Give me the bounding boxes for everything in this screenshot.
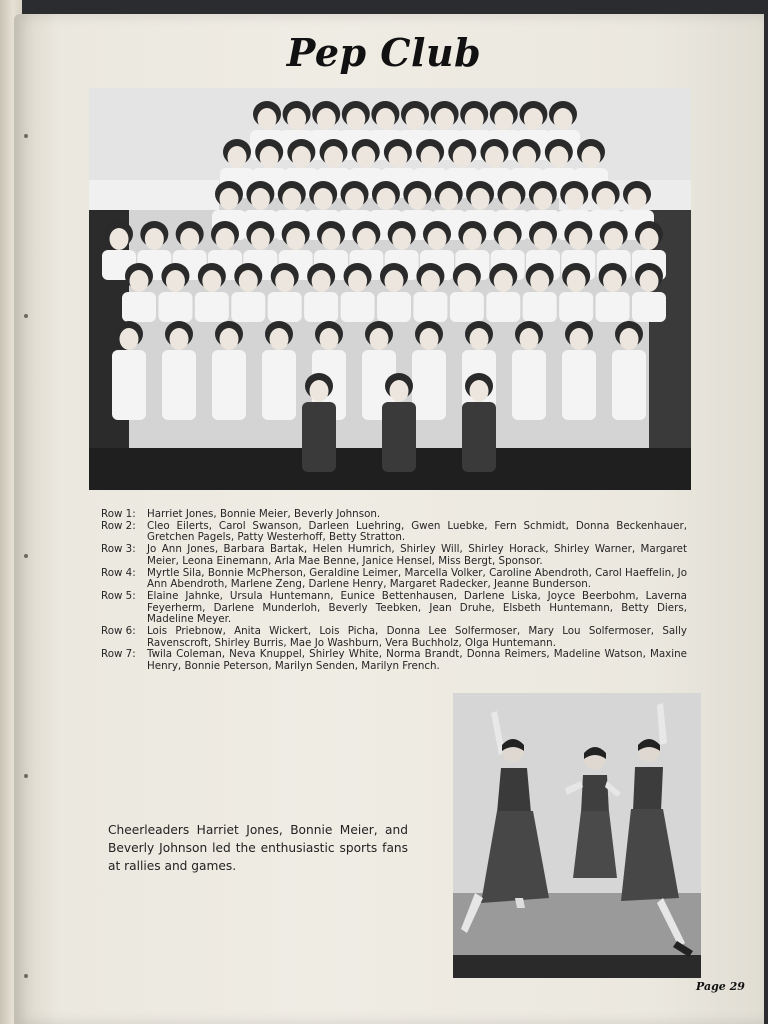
row-label: Row 3:	[101, 543, 136, 556]
roster-row	[101, 544, 687, 567]
cheerleader-photo	[453, 693, 701, 978]
row-label: Row 5:	[101, 589, 136, 602]
row-label: Row 7:	[101, 648, 136, 661]
row-label: Row 6:	[101, 625, 136, 638]
binding-stitch	[24, 134, 28, 138]
roster-row	[101, 521, 687, 544]
row-label: Row 2:	[101, 519, 136, 532]
group-photo	[89, 88, 691, 490]
row-names: Harriet Jones, Bonnie Meier, Beverly Johnson.	[147, 508, 381, 520]
row-label: Row 4:	[101, 566, 136, 579]
binding-stitch	[24, 314, 28, 318]
roster-row	[101, 568, 687, 591]
row-names: Myrtle Sila, Bonnie McPherson, Geraldine Leimer, Marcella Volker, Caroline Abendroth, Carol Haeffelin, Jo Ann Abendroth, Marlene Zeng, Darlene Henry, Margaret Radecker, Jeanne Bunderson.	[147, 566, 688, 591]
roster-row	[101, 591, 687, 626]
row-names: Cleo Eilerts, Carol Swanson, Darleen Luehring, Gwen Luebke, Fern Schmidt, Donna Beckenhauer, Gretchen Pagels, Patty Westerhoff, Betty Stratton.	[147, 519, 687, 544]
binding-stitch	[24, 974, 28, 978]
row-label: Row 1:	[101, 508, 136, 520]
page-title: Pep Club	[286, 30, 482, 75]
roster-row	[101, 649, 687, 672]
cheerleader-caption: Cheerleaders Harriet Jones, Bonnie Meier, and Beverly Johnson led the enthusiastic sports fans at rallies and games.	[108, 823, 408, 873]
binding-stitch	[24, 774, 28, 778]
roster-row	[101, 626, 687, 649]
row-names: Lois Priebnow, Anita Wickert, Lois Picha, Donna Lee Solfermoser, Mary Lou Solfermoser, Sally Ravenscroft, Shirley Burris, Mae Jo Washburn, Vera Buchholz, Olga Huntemann.	[147, 625, 687, 649]
row-names: Elaine Jahnke, Ursula Huntemann, Eunice Bettenhausen, Darlene Liska, Joyce Beerbohm, Laverna Feyerherm, Darlene Munderloh, Beverly Teebken, Jean Druhe, Elsbeth Huntemann, Betty Diers, Madeline Meyer.	[147, 589, 687, 626]
row-names: Twila Coleman, Neva Knuppel, Shirley White, Norma Brandt, Donna Reimers, Madeline Watson, Maxine Henry, Bonnie Peterson, Marilyn Senden, Marilyn French.	[147, 648, 687, 673]
roster-list	[101, 509, 687, 673]
row-names: Jo Ann Jones, Barbara Bartak, Helen Humrich, Shirley Will, Shirley Horack, Shirley Warner, Margaret Meier, Leona Einemann, Arla Mae Benne, Janice Hensel, Miss Bergt, Sponsor.	[147, 543, 687, 567]
roster-row	[101, 509, 687, 521]
binding-stitch	[24, 554, 28, 558]
page-number: Page 29	[696, 980, 745, 993]
